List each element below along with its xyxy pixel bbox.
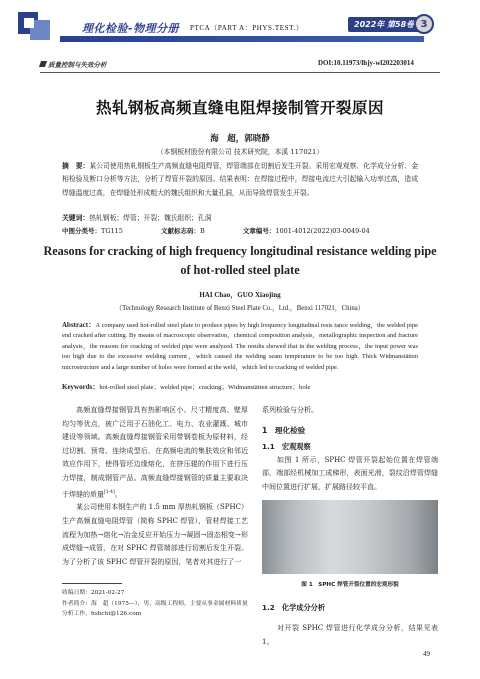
issue-number: 3 [414, 14, 434, 34]
section-heading: 1 理化检验 [262, 425, 306, 435]
header-divider [40, 72, 440, 73]
journal-brand: 理化检验-物理分册 [82, 22, 180, 35]
body-paragraph: 对开裂 SPHC 焊管进行化学成分分析，结果见表 1。 [262, 623, 438, 646]
cls-value: TG115 [101, 227, 123, 235]
body-paragraph: 系列检验与分析。 [262, 406, 318, 414]
journal-title: PTCA（PART A：PHYS.TEST.） [190, 24, 304, 32]
en-authors: HAI Chao，GUO Xiaojing [199, 291, 281, 299]
header-bar [60, 36, 424, 42]
author-bio: 作者简介：海 超（1975—），男，高级工程师，主要从事金属材料质量分析工作，hshchi@126.com [62, 600, 248, 617]
cls-label: 中图分类号： [62, 227, 101, 235]
doi: DOI:10.11973/lhjy-wl202203014 [318, 59, 414, 67]
issue-label: 2022年 第58卷 [348, 17, 428, 32]
citation: [1-4] [104, 489, 115, 495]
en-keywords-label: Keywords： [62, 383, 100, 391]
footnote [62, 588, 248, 620]
page-number: 49 [423, 650, 430, 658]
section-marker-icon [39, 61, 47, 67]
cn-authors: 海 超，郭晓静 [210, 134, 270, 144]
en-keywords-text: hot-rolled steel plate；welded pipe；cracking；Widmanstätten structure；hole [99, 384, 311, 391]
cn-abstract-label: 摘 要： [62, 162, 90, 170]
cn-affiliation: （本钢板材股份有限公司 技术研究院，本溪 117021） [156, 148, 324, 156]
body-right-lower [262, 594, 438, 656]
subsection-heading: 1.2 化学成分分析 [262, 603, 326, 613]
body-paragraph: 某公司使用本钢生产的 1.5 mm 厚热轧钢板（SPHC）生产高频直缝电阻焊管（简称 SPHC 焊管），管材焊接工艺流程为加热→熔化→冶金反应开始压力→凝固→固态相变→形成焊缝→成管，在对 SPHC 焊管端部进行切割后发生开裂。为了分析了该 SPHC 焊管开裂的原因，笔者对其进行了一 [62, 503, 248, 566]
footnote-divider [62, 583, 122, 584]
subsection-heading: 1.1 宏观观察 [262, 442, 311, 452]
doc-code-label: 文献标志码： [161, 227, 201, 235]
body-p1-end: 。 [114, 489, 122, 498]
cn-keywords [62, 212, 418, 225]
en-abstract [62, 320, 418, 373]
body-right-column [262, 404, 438, 495]
figure-photo [262, 500, 438, 574]
cn-keywords-label: 关键词： [62, 214, 90, 222]
en-abstract-label: Abstract： [62, 321, 96, 329]
article-no-label: 文章编号： [242, 227, 276, 235]
cn-title: 热轧钢板高频直缝电阻焊接制管开裂原因 [95, 99, 384, 117]
article-no-value: 1001-4012(2022)03-0049-04 [275, 227, 370, 235]
cn-keywords-text: 热轧钢板；焊管；开裂；魏氏组织；孔洞 [89, 214, 212, 222]
body-paragraph: 如图 1 所示，SPHC 焊管开裂起始位置在焊管端部，端部经机械加工成梯形，表面光滑，裂纹沿焊管焊缝中间位置进行扩展，扩展路径较平直。 [262, 455, 438, 491]
body-paragraph [62, 404, 248, 501]
classification-row [62, 226, 406, 235]
received-date: 收稿日期：2021-02-27 [62, 590, 125, 596]
section-tag: 质量控制与失效分析 [48, 61, 107, 69]
cn-abstract [62, 160, 418, 200]
en-keywords [62, 381, 418, 392]
en-title: Reasons for cracking of high frequency longitudinal resistance welding pipe of hot-rolled steel plate [43, 244, 437, 277]
journal-logo [18, 10, 60, 42]
body-p1: 高频直缝焊接钢管具有热影响区小、尺寸精度高、壁厚均匀等优点，被广泛用于石油化工、电力、农业灌溉、城市建设等领域。高频直缝焊接钢管采用带钢卷板为原材料，经过切割、预弯、连续成型后，在高频电流的集肤效应和邻近效应作用下，使得管坯边缘熔化，在挤压辊的作用下进行压力焊接，制成钢管产品。高频直缝焊接钢管的质量主要取决于焊缝的质量 [62, 406, 248, 498]
doc-code-value: B [200, 227, 205, 235]
body-left-column [62, 404, 248, 569]
figure-caption: 图 1 SPHC 焊管开裂位置的宏观形貌 [301, 582, 399, 588]
cn-abstract-text: 某公司使用热轧钢板生产高频直缝电阻焊管，焊管端部在切割后发生开裂。采用宏观观察、化学成分分析、金相检验及断口分析等方法，分析了焊管开裂的原因。结果表明：在焊接过程中，焊接电流过大引起输入功率过高，造成焊缝温度过高，在焊缝处形成粗大的魏氏组织和大量孔洞，从而导致焊管发生开裂。 [62, 162, 419, 197]
en-abstract-text: A company used hot-rolled steel plate to produce pipes by high frequency longitudinal resis tance welding，the welded pipe end cracked after cutting. By means of macroscopic observation，chemical composition analysis，metallographic inspection and fracture analysis，the reasons for cracking of welded pipe were analyzed. The results showed that in the welding process，the input power was too high due to the excessive welding current，which caused the welding seam temperature to be too high. Thick Widmanstätten microstructure and a large number of holes were formed at the weld，which led to cracking of welded pipe. [62, 322, 418, 371]
en-affiliation: （Technology Research Institute of Benxi Steel Plate Co.，Ltd.，Benxi 117021，China） [115, 305, 365, 312]
